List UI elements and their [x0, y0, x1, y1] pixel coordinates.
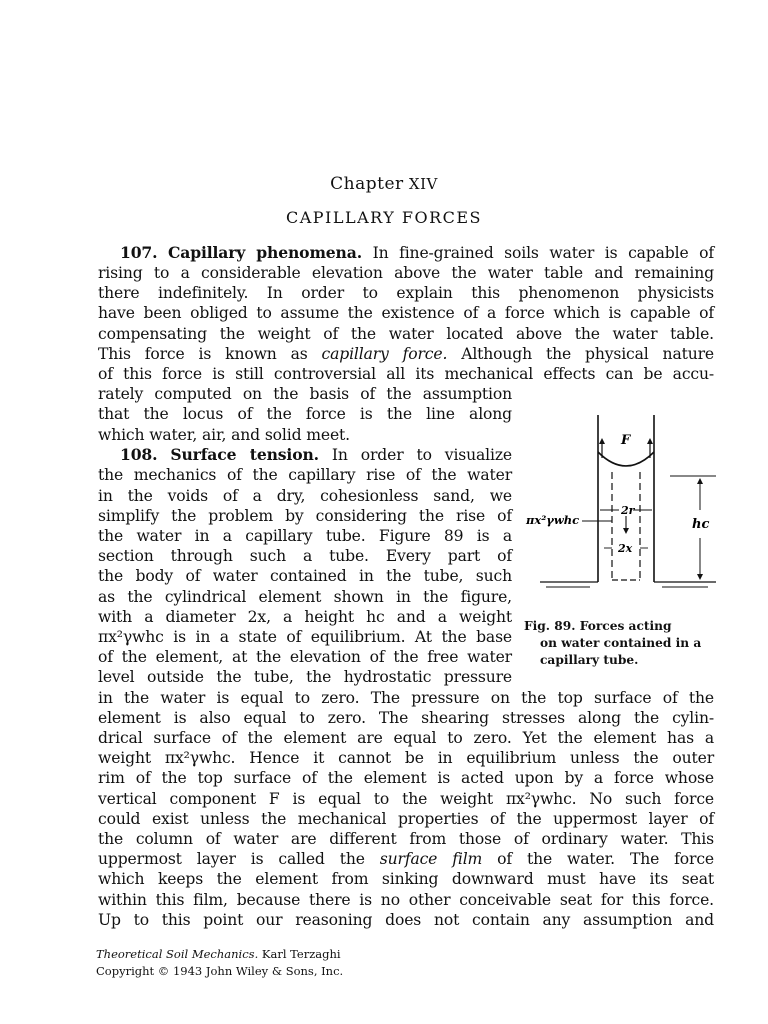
text-line: the mechanics of the capillary rise of the water	[98, 466, 512, 484]
text-line: 108. Surface tension. In order to visualize	[120, 445, 512, 464]
text-line: in the water is equal to zero. The pressure on the top surface of the	[98, 689, 714, 707]
text-line: uppermost layer is called the surface film of the water. The force	[98, 850, 714, 868]
chapter-label: Chapter	[330, 174, 404, 194]
text-line: of the element, at the elevation of the free water	[98, 648, 512, 666]
text-line: drical surface of the element are equal to zero. Yet the element has a	[98, 729, 714, 747]
text-line: rately computed on the basis of the assumption	[98, 385, 512, 403]
height-label: hc	[692, 517, 710, 532]
text-line: level outside the tube, the hydrostatic pressure	[98, 668, 512, 686]
text-line: the body of water contained in the tube, such	[98, 567, 512, 585]
chapter-title: CAPILLARY FORCES	[285, 208, 483, 227]
text-line: element is also equal to zero. The shearing stresses along the cylin-	[98, 709, 714, 727]
text-line: compensating the weight of the water located above the water table.	[98, 325, 714, 343]
figure-caption: Fig. 89. Forces acting on water contained in a capillary tube.	[524, 619, 702, 667]
section-heading: Capillary phenomena.	[168, 243, 362, 262]
text-line: which water, air, and solid meet.	[98, 426, 350, 444]
weight-arrowhead	[623, 528, 629, 534]
footer-citation	[96, 946, 341, 962]
chapter-heading	[0, 174, 768, 194]
text-line: in the voids of a dry, cohesionless sand, we	[98, 487, 512, 505]
text-line: as the cylindrical element shown in the figure,	[98, 588, 512, 606]
text-line: with a diameter 2x, a height hc and a weight	[98, 608, 512, 626]
text-line: rim of the top surface of the element is acted upon by a force whose	[98, 769, 714, 787]
text-line: the column of water are different from those of ordinary water. This	[98, 830, 714, 848]
weight-label: πx²γwhc	[526, 513, 580, 527]
text-line: have been obliged to assume the existence of a force which is capable of	[98, 304, 714, 322]
text-line: of this force is still controversial all its mechanical effects can be accu-	[98, 365, 714, 383]
emphasis: surface film	[379, 850, 483, 868]
section-number: 108.	[120, 445, 158, 464]
text-line: the water in a capillary tube. Figure 89 is a	[98, 527, 512, 545]
book-title: Theoretical Soil Mechanics.	[96, 947, 259, 961]
force-arrowhead-right	[647, 438, 653, 444]
capillary-tube-figure	[520, 410, 716, 610]
footer-copyright: Copyright © 1943 John Wiley & Sons, Inc.	[96, 964, 344, 978]
chapter-number: XIV	[408, 175, 438, 193]
text-line: This force is known as capillary force. Although the physical nature	[98, 345, 714, 363]
section-heading: Surface tension.	[170, 445, 319, 464]
text-line: that the locus of the force is the line along	[98, 405, 512, 423]
diameter-label: 2x	[618, 542, 633, 555]
force-label: F	[621, 433, 631, 448]
hc-lower-arrowhead	[697, 574, 703, 580]
text-line: within this film, because there is no other conceivable seat for this force.	[98, 891, 714, 909]
text-line: πx²γwhc is in a state of equilibrium. At the base	[98, 628, 512, 646]
text-line: 107. Capillary phenomena. In fine-grained soils water is capable of	[120, 243, 715, 262]
radius-label: 2r	[621, 504, 635, 517]
text-line: could exist unless the mechanical properties of the uppermost layer of	[98, 810, 714, 828]
force-arrowhead-left	[599, 438, 605, 444]
text-line: Up to this point our reasoning does not contain any assumption and	[98, 911, 714, 929]
text-line: which keeps the element from sinking downward must have its seat	[98, 870, 714, 888]
text-line: rising to a considerable elevation above the water table and remaining	[98, 264, 714, 282]
emphasis: capillary force.	[321, 345, 448, 363]
text-line: weight πx²γwhc. Hence it cannot be in equilibrium unless the outer	[98, 749, 714, 767]
text-line: simplify the problem by considering the rise of	[98, 507, 512, 525]
section-number: 107.	[120, 243, 158, 262]
book-author: Karl Terzaghi	[261, 947, 341, 961]
text-line: vertical component F is equal to the weight πx²γwhc. No such force	[98, 790, 714, 808]
meniscus	[598, 452, 654, 466]
hc-upper-arrowhead	[697, 478, 703, 484]
text-line: there indefinitely. In order to explain this phenomenon physicists	[98, 284, 714, 302]
text-line: section through such a tube. Every part of	[98, 547, 512, 565]
